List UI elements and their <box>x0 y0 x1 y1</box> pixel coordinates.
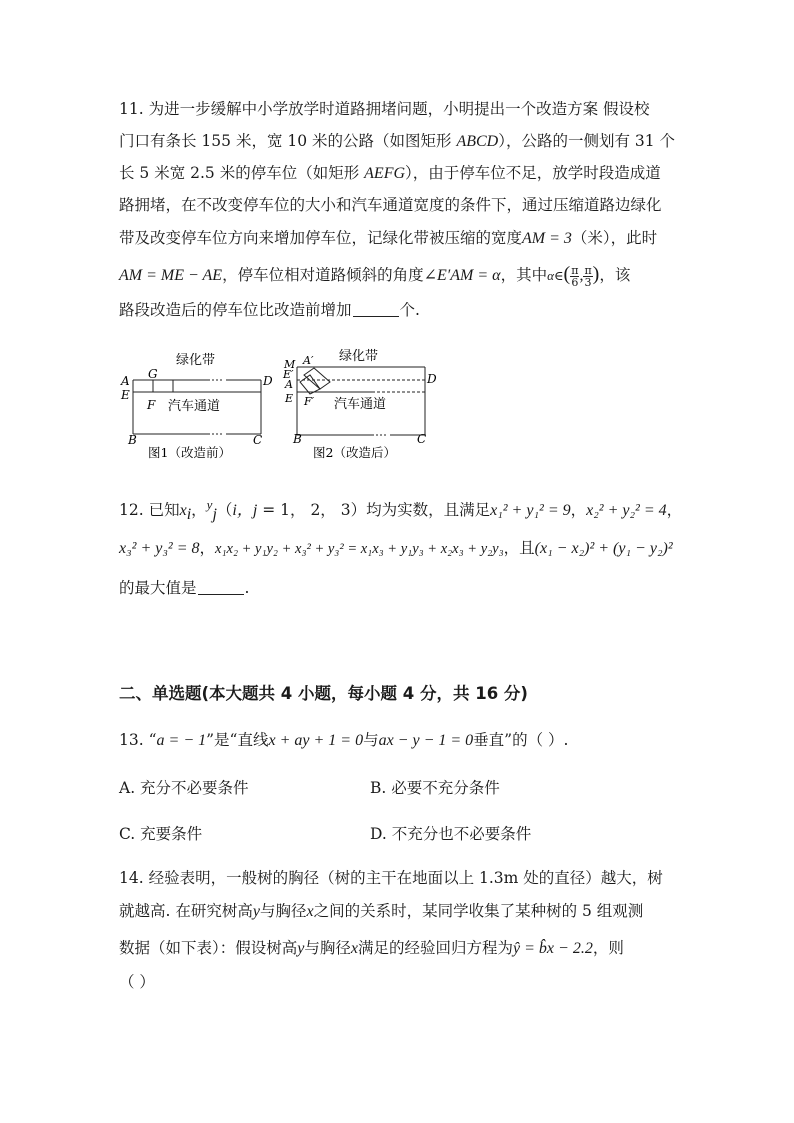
fig1-label-f: F <box>147 398 156 412</box>
math-line-1: x + ay + 1 = 0 <box>268 732 364 749</box>
q12-text: ， <box>570 501 587 519</box>
fig1-lane-label: 汽车通道 <box>168 399 221 414</box>
q13-option-c[interactable]: C. 充要条件 <box>119 825 203 843</box>
q11-line-1 <box>119 99 650 119</box>
q11-text: 长 5 米宽 2.5 米的停车位（如矩形 <box>119 164 365 182</box>
figure-1 <box>118 342 278 467</box>
math-sub-j: j <box>212 506 217 524</box>
math-i-j: i，j <box>232 502 258 519</box>
comma: , <box>579 267 584 284</box>
q14-text: 14. 经验表明，一般树的胸径（树的主干在地面以上 1.3m 处的直径）越大，树 <box>119 869 663 887</box>
q11-text: ，其中 <box>500 266 548 284</box>
q14-text: 满足的经验回归方程为 <box>358 939 514 957</box>
math-x: x <box>350 940 358 957</box>
fig2-label-c: C <box>417 432 427 446</box>
q12-text: ，且 <box>503 539 535 557</box>
q11-text: ，该 <box>599 266 631 284</box>
frac-den: 6 <box>571 275 579 289</box>
fig1-green-belt-label: 绿化带 <box>176 353 216 368</box>
math-regression: ŷ = b̂x − 2.2 <box>513 940 593 957</box>
q11-text: ），公路的一侧划有 31 个 <box>498 132 676 150</box>
q12-text: = 1， 2， 3）均为实数，且满足 <box>257 501 491 519</box>
frac-num: π <box>571 263 579 277</box>
math-sub-i: i <box>186 506 192 524</box>
q11-text: ），由于停车位不足，放学时段造成道 <box>405 164 661 182</box>
math-a-neg1: a = − 1 <box>156 732 207 749</box>
math-y: y <box>206 496 213 512</box>
q14-text: ，则 <box>592 939 624 957</box>
q12-text: . <box>244 579 250 597</box>
paren-open: ( <box>563 263 571 285</box>
q11-line-2 <box>119 131 675 152</box>
fig2-label-m: M <box>284 358 296 371</box>
q14-line-2 <box>119 901 643 922</box>
math-abcd: ABCD <box>456 133 499 150</box>
fig2-label-d: D <box>427 372 437 386</box>
frac-pi-3 <box>583 265 592 288</box>
q11-text: 路段改造后的停车位比改造前增加 <box>119 301 352 319</box>
q14-answer-paren: （ ） <box>119 973 155 991</box>
figure-2 <box>282 342 447 467</box>
q11-text: 带及改变停车位方向来增加停车位，记绿化带被压缩的宽度 <box>119 229 523 247</box>
q11-line-4 <box>119 195 662 215</box>
fig2-label-f-prime: F′ <box>304 395 315 408</box>
fig2-label-a: A <box>285 378 293 391</box>
math-y: y <box>252 903 260 920</box>
q14-text: 数据（如下表）：假设树高 <box>119 939 298 957</box>
paren-close: ) <box>592 263 600 285</box>
math-x: x <box>306 903 314 920</box>
fig1-label-g: G <box>148 367 158 381</box>
math-am-3: AM = 3 <box>522 230 572 247</box>
math-alpha-in: α∈ <box>547 268 564 283</box>
fig2-stall-1 <box>304 368 330 389</box>
fig2-caption: 图2（改造后） <box>313 445 396 460</box>
math-angle: ∠E′AM = α <box>423 267 501 284</box>
q13-text: 与 <box>363 731 379 749</box>
fig2-green-belt-label: 绿化带 <box>339 349 379 364</box>
section-title: 二、单选题(本大题共 4 小题，每小题 4 分，共 16 分) <box>119 684 528 703</box>
q11-line-6 <box>119 264 630 288</box>
q12-line-1: 12. 已知$x_i$，$^y_j$（i，j = 1， 2， 3）均为实数，且满足x₁² + y₁² = 9，x₂² + y₂² = 4， <box>119 496 683 524</box>
q13-option-a[interactable]: A. 充分不必要条件 <box>119 779 249 797</box>
q14-text: 与胸径 <box>304 939 351 957</box>
q13-text: 13. “ <box>119 731 157 749</box>
q12-text: （ <box>216 501 233 519</box>
fig1-label-e: E <box>121 388 130 402</box>
math-eq-3: x₃² + y₃² = 8 <box>119 540 200 557</box>
q14-line-1 <box>119 868 663 888</box>
frac-num: π <box>584 263 592 277</box>
math-aefg: AEFG <box>364 165 406 182</box>
q12-line-2 <box>119 538 673 559</box>
q12-line-3 <box>119 578 249 598</box>
q12-text: ， <box>666 501 683 519</box>
fig2-label-e-prime: E′ <box>283 368 294 381</box>
q11-text: 11. 为进一步缓解中小学放学时道路拥堵问题，小明提出一个改造方案 假设校 <box>119 100 650 118</box>
q13-stem <box>119 730 568 751</box>
q12-text: 的最大值是 <box>119 579 197 597</box>
q14-text: 与胸径 <box>259 902 307 920</box>
fig1-label-a: A <box>121 374 130 388</box>
fig2-lane-label: 汽车通道 <box>334 397 387 412</box>
q14-line-4 <box>119 972 155 992</box>
math-eq-2: x₂² + y₂² = 4 <box>586 502 667 519</box>
math-eq-1: x₁² + y₁² = 9 <box>490 502 571 519</box>
q14-text: 之间的关系时，某同学收集了某种树的 5 组观测 <box>313 902 644 920</box>
q11-line-7 <box>119 300 420 320</box>
fig2-label-a-prime: A′ <box>303 354 314 367</box>
q14-text: 就越高. 在研究树高 <box>119 902 253 920</box>
fig2-label-b: B <box>293 432 302 446</box>
q11-text: 个. <box>399 301 420 319</box>
fig1-label-c: C <box>253 433 263 447</box>
q11-text: 路拥堵，在不改变停车位的大小和汽车通道宽度的条件下，通过压缩道路边绿化 <box>119 196 662 214</box>
q12-text: ， <box>199 539 216 557</box>
answer-blank[interactable] <box>198 580 244 595</box>
q11-text: ，停车位相对道路倾斜的角度 <box>222 266 424 284</box>
q11-text: （米），此时 <box>571 229 658 247</box>
q11-text: 门口有条长 155 米，宽 10 米的公路（如图矩形 <box>119 132 457 150</box>
math-eq-5: (x₁ − x₂)² + (y₁ − y₂)² <box>534 540 673 557</box>
q14-line-3 <box>119 938 624 959</box>
math-line-2: ax − y − 1 = 0 <box>378 732 474 749</box>
fig2-label-e: E <box>285 392 294 405</box>
q13-option-b[interactable]: B. 必要不充分条件 <box>370 779 500 797</box>
math-y: y <box>297 940 305 957</box>
math-eq-4: x₁x₂ + y₁y₂ + x₃² + y₃² = x₁x₃ + y₁y₃ + x₂x₃ + y₂y₃ <box>215 541 504 557</box>
answer-blank[interactable] <box>353 302 399 317</box>
q11-line-5 <box>119 228 657 249</box>
q13-text: 垂直”的（ ）. <box>473 731 569 749</box>
frac-den: 3 <box>584 275 592 289</box>
math-x: x <box>179 502 187 519</box>
fig1-label-b: B <box>128 433 137 447</box>
q13-option-d[interactable]: D. 不充分也不必要条件 <box>370 825 532 843</box>
math-am-me-ae: AM = ME − AE <box>119 267 223 284</box>
q11-line-3 <box>119 163 661 184</box>
fig1-caption: 图1（改造前） <box>148 445 231 460</box>
q12-text: 12. 已知 <box>119 501 180 519</box>
fig2-stall-2 <box>300 375 320 394</box>
q13-text: ”是“直线 <box>206 731 269 749</box>
fig1-label-d: D <box>263 374 273 388</box>
